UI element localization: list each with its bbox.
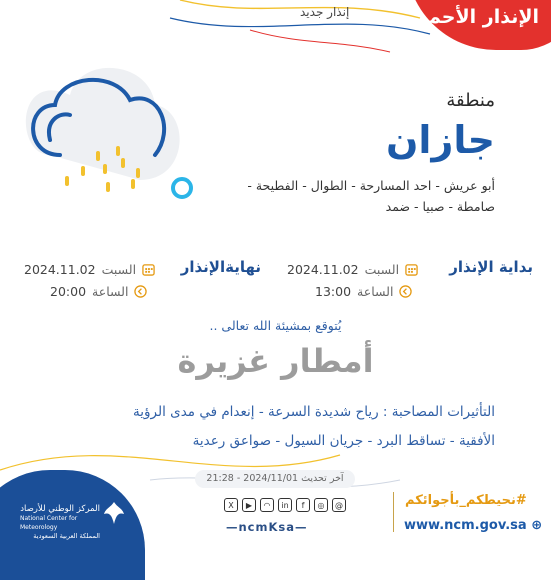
region-label: منطقة (446, 90, 495, 111)
website-text: www.ncm.gov.sa (404, 518, 527, 533)
new-alert-label: إنذار جديد (300, 5, 350, 19)
end-time: 20:00 (50, 284, 87, 299)
instagram-icon[interactable]: ◎ (314, 498, 328, 512)
website-link[interactable] (404, 518, 542, 533)
forecast-effects (40, 398, 495, 456)
forecast-event: أمطار غزيرة (177, 342, 374, 380)
youtube-icon[interactable]: ▶ (242, 498, 256, 512)
areas-line-2: صامطة - صبيا - ضمد (385, 199, 495, 214)
start-day: السبت (364, 262, 400, 277)
end-date: 2024.11.02 (24, 262, 96, 277)
org-name-ar: المركز الوطني للأرصاد (20, 504, 100, 514)
ncm-emblem-icon (102, 500, 126, 528)
end-date-row (24, 262, 155, 277)
x-icon[interactable]: X (224, 498, 238, 512)
end-day: السبت (101, 262, 137, 277)
snapchat-icon[interactable]: ◠ (260, 498, 274, 512)
calendar-icon (142, 263, 155, 276)
footer-divider (393, 492, 394, 532)
start-time-label: الساعة (357, 284, 394, 299)
calendar-icon (405, 263, 418, 276)
affected-areas (195, 175, 495, 217)
effects-line-2: الأفقية - تساقط البرد - جريان السيول - صواعق رعدية (192, 433, 495, 449)
globe-icon: ⊕ (531, 518, 543, 533)
end-time-row (50, 284, 147, 299)
chevron-circle-icon (399, 285, 412, 298)
forecast-intro: يُتوقع بمشيئة الله تعالى .. (209, 318, 342, 333)
alert-level-label: الإنذار الأحمر (417, 6, 539, 28)
start-title: بداية الإنذار (449, 258, 533, 276)
linkedin-icon[interactable]: in (278, 498, 292, 512)
effects-line-1: التأثيرات المصاحبة : رياح شديدة السرعة - إنعدام في مدى الرؤية (133, 404, 495, 420)
end-title: نهايةالإنذار (180, 258, 261, 276)
chevron-circle-icon (134, 285, 147, 298)
start-date: 2024.11.02 (287, 262, 359, 277)
ncm-org-name (20, 505, 100, 541)
threads-icon[interactable]: @ (332, 498, 346, 512)
org-name-en: National Center for Meteorology (20, 515, 78, 531)
org-sub: المملكة العربية السعودية (33, 532, 100, 540)
areas-line-1: أبو عريش - احد المسارحة - الطوال - الفطيحة - (247, 178, 495, 193)
start-time: 13:00 (315, 284, 352, 299)
last-updated: آخر تحديث 2024/11/01 - 21:28 (195, 470, 355, 488)
hashtag: #نحيطكم_بأجوائكم (405, 493, 527, 508)
social-icons (224, 498, 346, 512)
rain-cloud-icon (20, 60, 210, 220)
facebook-icon[interactable]: f (296, 498, 310, 512)
social-handle[interactable]: —ncmKsa— (226, 520, 308, 534)
start-date-row (287, 262, 418, 277)
region-name: جازان (386, 118, 495, 162)
handle-text: ncmKsa (238, 520, 296, 534)
end-time-label: الساعة (92, 284, 129, 299)
start-time-row (315, 284, 412, 299)
